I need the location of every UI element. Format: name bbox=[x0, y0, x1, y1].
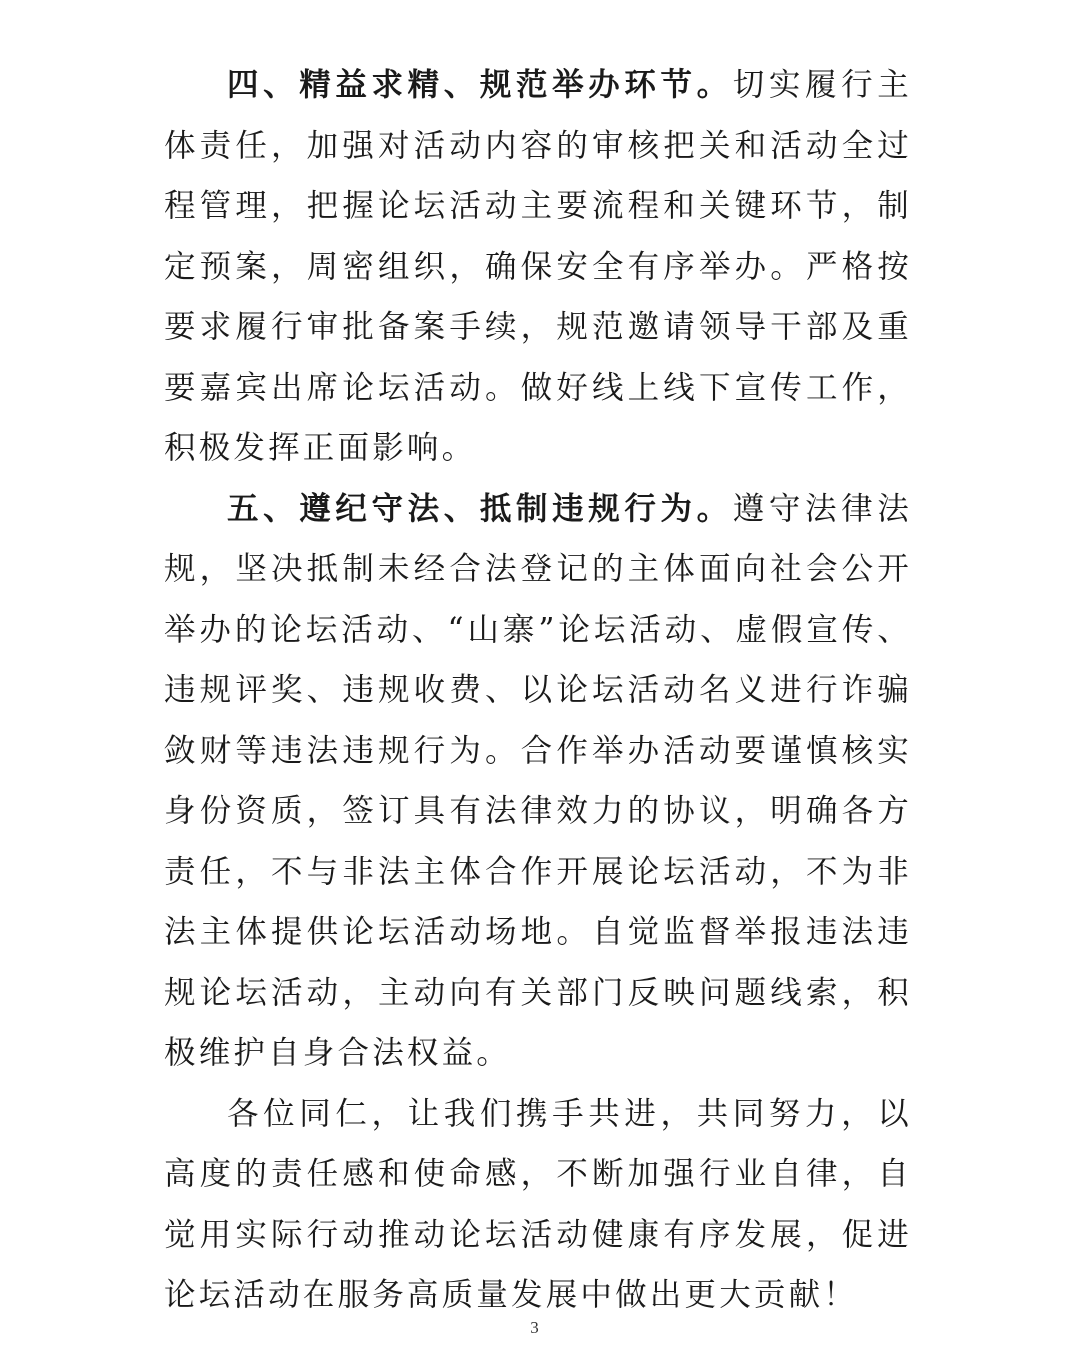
section-five-body: 遵守法律法规，坚决抵制未经合法登记的主体面向社会公开举办的论坛活动、“山寨”论坛活动、虚假宣传、违规评奖、违规收费、以论坛活动名义进行诈骗敛财等违法违规行为。合作举办活动要谨慎核实身份资质，签订具有法律效力的协议，明确各方责任，不与非法主体合作开展论坛活动，不为非法主体提供论坛活动场地。自觉监督举报违法违规论坛活动，主动向有关部门反映问题线索，积极维护自身合法权益。 bbox=[164, 490, 912, 1071]
section-four-body: 切实履行主体责任，加强对活动内容的审核把关和活动全过程管理，把握论坛活动主要流程和关键环节，制定预案，周密组织，确保安全有序举办。严格按要求履行审批备案手续，规范邀请领导干部及重要嘉宾出席论坛活动。做好线上线下宣传工作，积极发挥正面影响。 bbox=[164, 67, 912, 466]
paragraph-section-five bbox=[164, 479, 912, 1084]
section-four-heading: 四、精益求精、规范举办环节。 bbox=[227, 67, 733, 103]
paragraph-closing bbox=[164, 1084, 912, 1326]
paragraph-section-four bbox=[164, 55, 912, 479]
section-five-heading: 五、遵纪守法、抵制违规行为。 bbox=[227, 490, 733, 527]
document-body bbox=[164, 55, 912, 1326]
page-number: 3 bbox=[530, 1318, 539, 1337]
closing-body: 各位同仁，让我们携手共进，共同努力，以高度的责任感和使命感，不断加强行业自律，自觉用实际行动推动论坛活动健康有序发展，促进论坛活动在服务高质量发展中做出更大贡献！ bbox=[164, 1095, 912, 1313]
